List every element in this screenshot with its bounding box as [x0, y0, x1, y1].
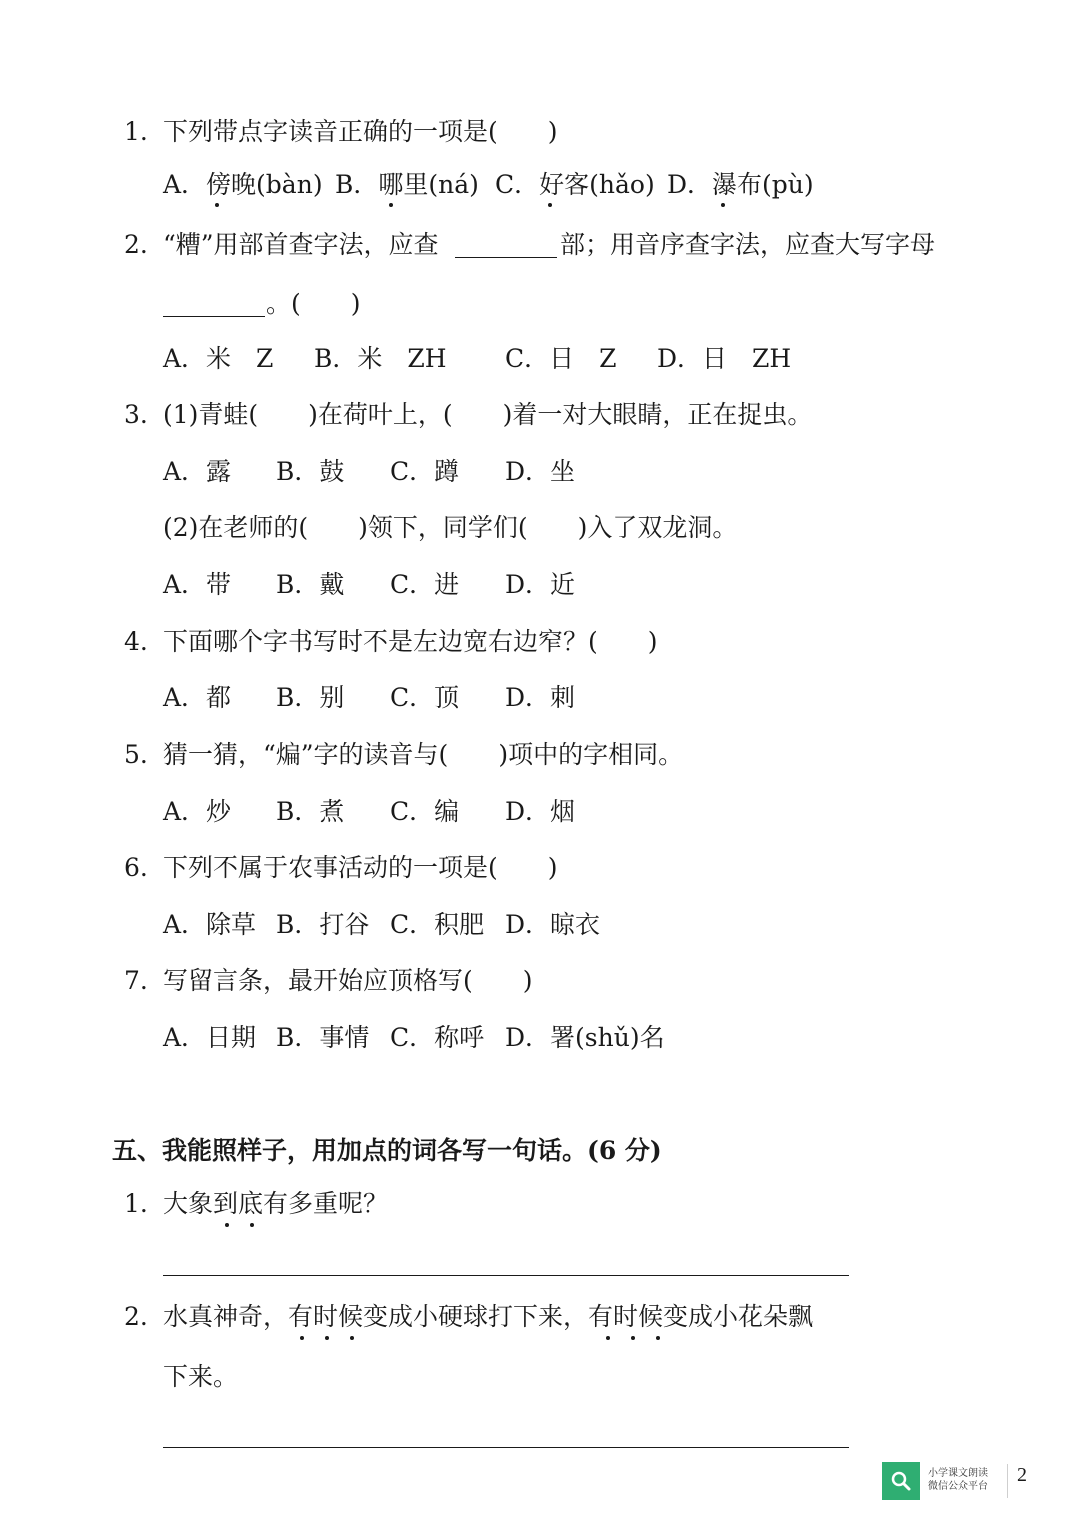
q3-2-option-c: C．进: [390, 570, 460, 599]
q4-option-b: B．别: [276, 683, 345, 712]
emphasis-dot: [722, 199, 724, 201]
q2-option-c: C．日 Z: [505, 344, 617, 373]
q1-option-b: B．哪里(ná): [335, 170, 479, 199]
q3-2-option-b: B．戴: [276, 570, 345, 599]
emphasis-dot: [216, 199, 218, 201]
wechat-platform-logo: [882, 1462, 1012, 1500]
q3-2-option-d: D．近: [505, 570, 576, 599]
q3-1-option-d: D．坐: [505, 457, 576, 486]
q6-option-c: C．积肥: [390, 910, 485, 939]
s5-q2-answer-line[interactable]: [163, 1447, 849, 1448]
emphasis-dot: [326, 1332, 328, 1334]
q1-text: 下列带点字读音正确的一项是( ): [163, 117, 558, 146]
q6-option-d: D．晾衣: [505, 910, 601, 939]
q2-text-a: “糟”用部首查字法，应查: [163, 230, 439, 259]
emphasis-dot: [607, 1332, 609, 1334]
emphasis-dot: [251, 1219, 253, 1221]
q4-option-a: A．都: [163, 683, 232, 712]
emphasis-dot: [351, 1332, 353, 1334]
s5-q1-answer-line[interactable]: [163, 1275, 849, 1276]
emphasis-dot: [657, 1332, 659, 1334]
q3-text-1: (1)青蛙( )在荷叶上，( )着一对大眼睛，正在捉虫。: [163, 400, 813, 429]
q1-option-c: C．好客(hǎo): [495, 170, 655, 199]
q7-option-a: A．日期: [163, 1023, 257, 1052]
q5-option-d: D．烟: [505, 797, 576, 826]
q5-text: 猜一猜，“煸”字的读音与( )项中的字相同。: [163, 740, 684, 769]
q2-option-a: A．米 Z: [163, 344, 274, 373]
emphasis-dot: [301, 1332, 303, 1334]
q3-text-2: (2)在老师的( )领下，同学们( )入了双龙洞。: [163, 513, 738, 542]
q1-number: 1.: [124, 117, 148, 146]
q7-option-d: D．署(shǔ)名: [505, 1023, 665, 1052]
q4-number: 4.: [124, 627, 148, 656]
q7-option-b: B．事情: [276, 1023, 370, 1052]
search-icon: [882, 1462, 920, 1500]
logo-line-2: 微信公众平台: [928, 1481, 988, 1492]
q2-text-b: 部；用音序查字法，应查大写字母: [560, 230, 936, 259]
emphasis-dot: [390, 199, 392, 201]
s5-q2-number: 2.: [124, 1302, 148, 1331]
emphasis-dot: [226, 1219, 228, 1221]
q5-number: 5.: [124, 740, 148, 769]
q3-number: 3.: [124, 400, 148, 429]
q6-option-b: B．打谷: [276, 910, 370, 939]
q3-1-option-a: A．露: [163, 457, 232, 486]
q2-option-b: B．米 ZH: [314, 344, 447, 373]
footer-divider: [1007, 1464, 1008, 1498]
q2-blank-2[interactable]: [163, 292, 265, 317]
page-number: 2: [1017, 1464, 1027, 1486]
q5-option-a: A．炒: [163, 797, 232, 826]
q2-text-c: 。( ): [266, 289, 361, 318]
s5-q2-text: 水真神奇，有时候变成小硬球打下来，有时候变成小花朵飘: [163, 1302, 814, 1331]
q4-option-d: D．刺: [505, 683, 576, 712]
q7-number: 7.: [124, 966, 148, 995]
q3-1-option-c: C．蹲: [390, 457, 460, 486]
q7-option-c: C．称呼: [390, 1023, 485, 1052]
q6-number: 6.: [124, 853, 148, 882]
q3-1-option-b: B．鼓: [276, 457, 345, 486]
s5-q2-text-cont: 下来。: [163, 1362, 239, 1391]
q3-2-option-a: A．带: [163, 570, 232, 599]
q2-number: 2.: [124, 230, 148, 259]
logo-line-1: 小学课文朗读: [928, 1468, 988, 1479]
emphasis-dot: [632, 1332, 634, 1334]
s5-q1-number: 1.: [124, 1189, 148, 1218]
s5-q1-text: 大象到底有多重呢？: [163, 1189, 389, 1218]
q5-option-c: C．编: [390, 797, 460, 826]
q5-option-b: B．煮: [276, 797, 345, 826]
q1-option-a: A．傍晚(bàn): [163, 170, 323, 199]
q1-option-d: D．瀑布(pù): [667, 170, 814, 199]
emphasis-dot: [549, 199, 551, 201]
section-5-title: 五、我能照样子，用加点的词各写一句话。(6 分): [112, 1136, 662, 1165]
q6-option-a: A．除草: [163, 910, 257, 939]
q4-option-c: C．顶: [390, 683, 460, 712]
q7-text: 写留言条，最开始应顶格写( ): [163, 966, 533, 995]
q6-text: 下列不属于农事活动的一项是( ): [163, 853, 558, 882]
q2-blank-1[interactable]: [455, 233, 557, 258]
q2-option-d: D．日 ZH: [657, 344, 792, 373]
q4-text: 下面哪个字书写时不是左边宽右边窄？( ): [163, 627, 658, 656]
